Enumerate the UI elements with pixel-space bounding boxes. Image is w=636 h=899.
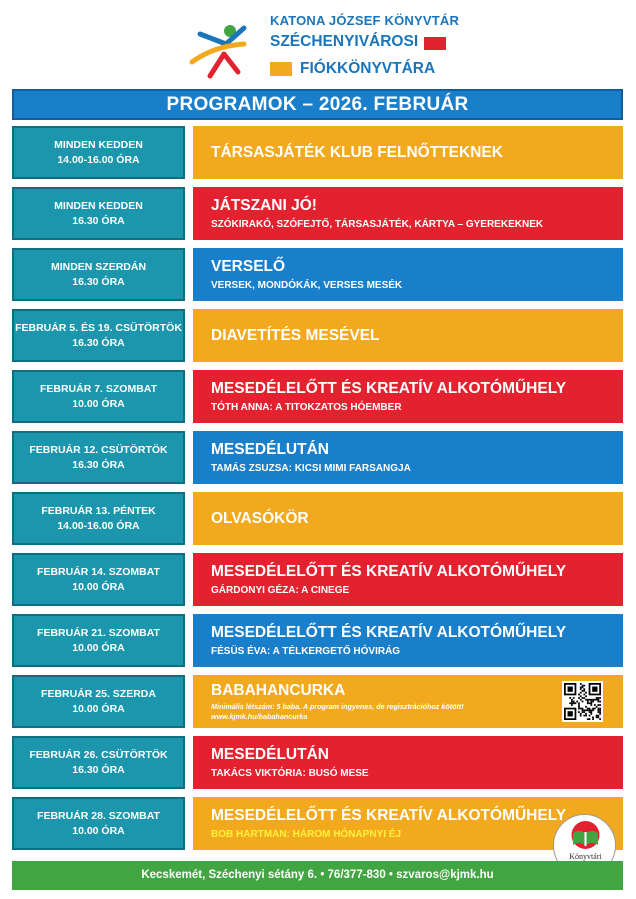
program-date: [12, 126, 185, 179]
program-row: [12, 431, 623, 484]
qr-code-icon[interactable]: [562, 681, 603, 722]
program-row: [12, 248, 623, 301]
program-event: [193, 614, 623, 667]
program-event: [193, 431, 623, 484]
program-date: [12, 736, 185, 789]
program-subtitle: TAKÁCS VIKTÓRIA: BUSÓ MESE: [211, 767, 369, 779]
program-date-line2: 10.00 ÓRA: [72, 397, 125, 410]
page-title: PROGRAMOK – 2026. FEBRUÁR: [12, 89, 623, 120]
yellow-square-decoration: [270, 62, 292, 76]
program-subtitle: VERSEK, MONDÓKÁK, VERSES MESÉK: [211, 279, 403, 291]
program-row: [12, 370, 623, 423]
program-date-line2: 16.30 ÓRA: [72, 214, 125, 227]
program-title: MESEDÉLELŐTT ÉS KREATÍV ALKOTÓMŰHELY: [211, 806, 567, 824]
branch-name-line2: FIÓKKÖNYVTÁRA: [300, 60, 436, 77]
program-event: [193, 675, 623, 728]
program-date-line2: 10.00 ÓRA: [72, 702, 125, 715]
open-book-icon: [554, 815, 617, 853]
running-figure-logo-icon: [186, 22, 254, 80]
program-event: [193, 309, 623, 362]
program-date-line2: 10.00 ÓRA: [72, 641, 125, 654]
program-title: JÁTSZANI JÓ!: [211, 196, 317, 214]
program-date-line2: 16.30 ÓRA: [72, 763, 125, 776]
program-event: [193, 187, 623, 240]
program-title: MESEDÉLUTÁN: [211, 745, 329, 763]
program-date-line2: 16.30 ÓRA: [72, 275, 125, 288]
program-date-line2: 16.30 ÓRA: [72, 336, 125, 349]
program-date-line1: FEBRUÁR 21. SZOMBAT: [37, 626, 160, 639]
program-date-line1: FEBRUÁR 28. SZOMBAT: [37, 809, 160, 822]
program-subtitle: TAMÁS ZSUZSA: KICSI MIMI FARSANGJA: [211, 462, 411, 474]
program-event: [193, 492, 623, 545]
program-row: [12, 492, 623, 545]
program-title: TÁRSASJÁTÉK KLUB FELNŐTTEKNEK: [211, 144, 503, 161]
program-subtitle: TÓTH ANNA: A TITOKZATOS HÓEMBER: [211, 401, 402, 413]
program-date-line1: FEBRUÁR 5. ÉS 19. CSÜTÖRTÖK: [15, 321, 182, 334]
program-subtitle: GÁRDONYI GÉZA: A CINEGE: [211, 584, 350, 596]
program-title: MESEDÉLUTÁN: [211, 440, 329, 458]
badge-line1: Könyvtári: [569, 852, 602, 861]
program-date: [12, 309, 185, 362]
program-subtitle: BOB HARTMAN: HÁROM HÓNAPNYI ÉJ: [211, 828, 401, 840]
registration-link[interactable]: www.kjmk.hu/babahancurka: [211, 712, 308, 721]
header: [0, 0, 636, 86]
program-subtitle: FÉSÜS ÉVA: A TÉLKERGETŐ HÓVIRÁG: [211, 645, 401, 657]
program-date: [12, 248, 185, 301]
program-row: [12, 675, 623, 728]
program-row: [12, 736, 623, 789]
program-title: VERSELŐ: [211, 257, 286, 275]
program-date: [12, 675, 185, 728]
program-date-line1: FEBRUÁR 7. SZOMBAT: [39, 382, 158, 395]
program-date-line2: 14.00-16.00 ÓRA: [57, 519, 140, 532]
program-event: [193, 126, 623, 179]
program-title: DIAVETÍTÉS MESÉVEL: [211, 327, 380, 344]
program-title: MESEDÉLELŐTT ÉS KREATÍV ALKOTÓMŰHELY: [211, 562, 567, 580]
program-row: [12, 553, 623, 606]
program-row: [12, 126, 623, 179]
program-date-line2: 16.30 ÓRA: [72, 458, 125, 471]
program-subtitle: SZÓKIRAKÓ, SZÓFEJTŐ, TÁRSASJÁTÉK, KÁRTYA – GYEREKEKNEK: [211, 218, 544, 230]
program-date-line2: 14.00-16.00 ÓRA: [57, 153, 140, 166]
library-name: KATONA JÓZSEF KÖNYVTÁR: [270, 13, 460, 28]
program-row: [12, 614, 623, 667]
program-row: [12, 309, 623, 362]
program-date-line1: FEBRUÁR 25. SZERDA: [41, 687, 156, 700]
program-date-line1: FEBRUÁR 14. SZOMBAT: [37, 565, 160, 578]
program-title: MESEDÉLELŐTT ÉS KREATÍV ALKOTÓMŰHELY: [211, 623, 567, 641]
program-date: [12, 614, 185, 667]
program-event: [193, 248, 623, 301]
program-date: [12, 370, 185, 423]
program-date-line1: FEBRUÁR 12. CSÜTÖRTÖK: [29, 443, 168, 456]
program-event: [193, 736, 623, 789]
program-date-line1: MINDEN SZERDÁN: [50, 260, 147, 273]
program-date: [12, 187, 185, 240]
program-date-line2: 10.00 ÓRA: [72, 580, 125, 593]
program-date: [12, 431, 185, 484]
program-date-line1: MINDEN KEDDEN: [54, 138, 143, 151]
program-note: Minimális létszám: 5 baba. A program ingyenes, de regisztrációhoz kötött!: [211, 702, 464, 711]
footer-contact: Kecskemét, Széchenyi sétány 6. • 76/377-830 • szvaros@kjmk.hu: [12, 861, 623, 890]
program-event: [193, 553, 623, 606]
program-title: MESEDÉLELŐTT ÉS KREATÍV ALKOTÓMŰHELY: [211, 379, 567, 397]
program-date: [12, 797, 185, 850]
program-date: [12, 492, 185, 545]
program-title: OLVASÓKÖR: [211, 510, 309, 527]
red-square-decoration: [424, 37, 446, 50]
program-date-line1: MINDEN KEDDEN: [54, 199, 143, 212]
program-date-line2: 10.00 ÓRA: [72, 824, 125, 837]
program-row: [12, 187, 623, 240]
program-date: [12, 553, 185, 606]
program-title: BABAHANCURKA: [211, 682, 346, 699]
program-date-line1: FEBRUÁR 26. CSÜTÖRTÖK: [29, 748, 168, 761]
program-date-line1: FEBRUÁR 13. PÉNTEK: [41, 504, 156, 517]
branch-name-line1: SZÉCHENYIVÁROSI: [270, 33, 419, 50]
program-row: [12, 797, 623, 850]
program-event: [193, 370, 623, 423]
